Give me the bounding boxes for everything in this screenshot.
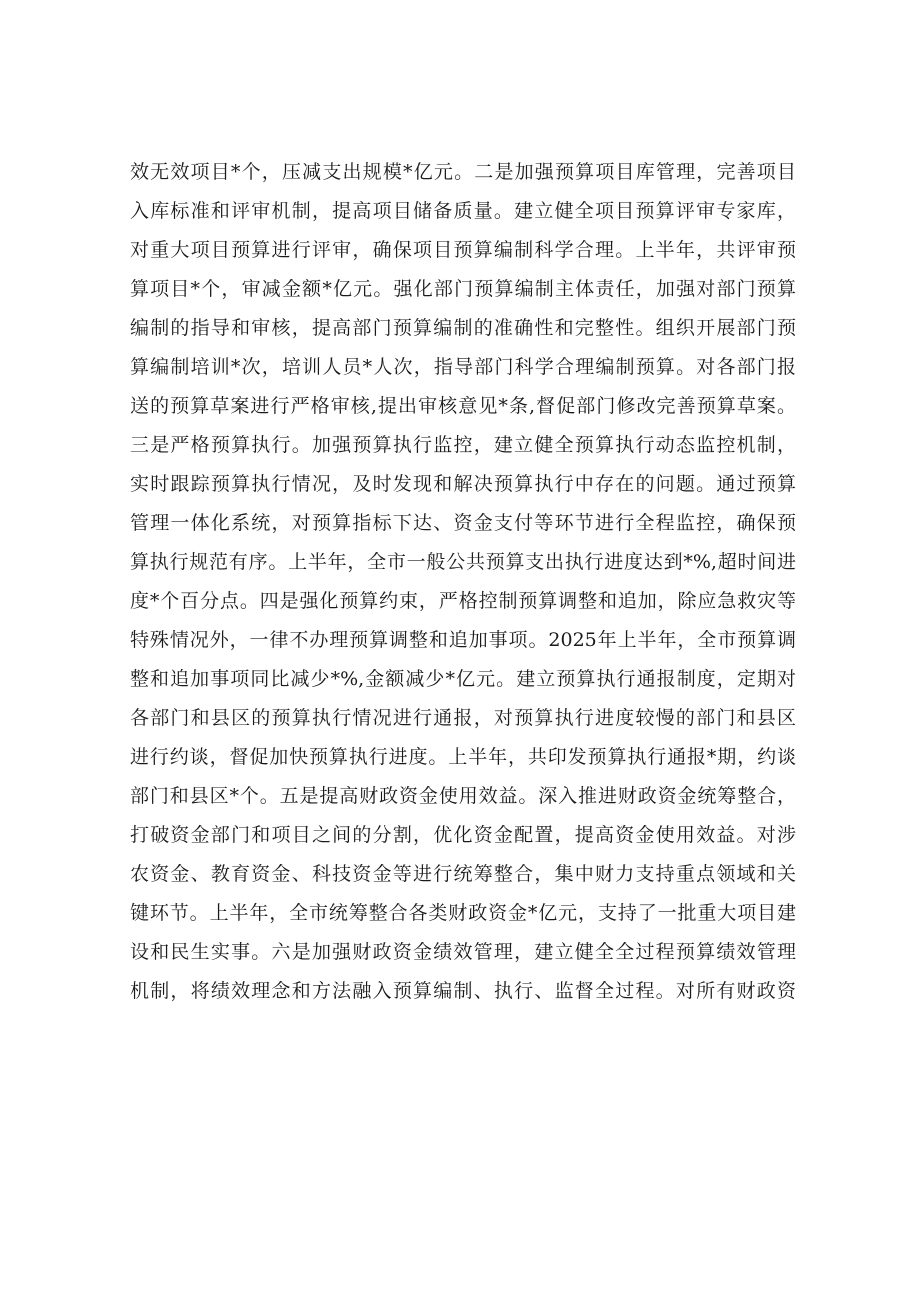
text-line: 整和追加事项同比减少*%,金额减少*亿元。建立预算执行通报制度，定期对 [130,668,796,690]
text-line: 效无效项目*个，压减支出规模*亿元。二是加强预算项目库管理，完善项目 [130,161,796,183]
text-line: 对重大项目预算进行评审，确保项目预算编制科学合理。上半年，共评审预 [130,239,796,261]
text-line: 部门和县区*个。五是提高财政资金使用效益。深入推进财政资金统筹整合， [130,785,796,807]
text-line: 算执行规范有序。上半年，全市一般公共预算支出执行进度达到*%,超时间进 [130,551,796,573]
text-line: 入库标准和评审机制，提高项目储备质量。建立健全项目预算评审专家库， [130,200,796,222]
text-line: 算项目*个，审减金额*亿元。强化部门预算编制主体责任，加强对部门预算 [130,278,796,300]
text-line: 各部门和县区的预算执行情况进行通报，对预算执行进度较慢的部门和县区 [130,707,796,729]
text-line: 实时跟踪预算执行情况，及时发现和解决预算执行中存在的问题。通过预算 [130,473,796,495]
text-line: 编制的指导和审核，提高部门预算编制的准确性和完整性。组织开展部门预 [130,317,796,339]
text-line: 度*个百分点。四是强化预算约束，严格控制预算调整和追加，除应急救灾等 [130,590,796,612]
text-line: 设和民生实事。六是加强财政资金绩效管理，建立健全全过程预算绩效管理 [130,941,796,963]
text-line: 送的预算草案进行严格审核,提出审核意见*条,督促部门修改完善预算草案。 [130,395,796,417]
text-line: 农资金、教育资金、科技资金等进行统筹整合，集中财力支持重点领域和关 [130,863,796,885]
text-line: 管理一体化系统，对预算指标下达、资金支付等环节进行全程监控，确保预 [130,512,796,534]
text-line: 进行约谈，督促加快预算执行进度。上半年，共印发预算执行通报*期，约谈 [130,746,796,768]
text-line: 算编制培训*次，培训人员*人次，指导部门科学合理编制预算。对各部门报 [130,356,796,378]
text-line: 机制，将绩效理念和方法融入预算编制、执行、监督全过程。对所有财政资 [130,980,796,1002]
body-text [130,153,796,1011]
text-line: 三是严格预算执行。加强预算执行监控，建立健全预算执行动态监控机制， [130,434,796,456]
text-line: 键环节。上半年，全市统筹整合各类财政资金*亿元，支持了一批重大项目建 [130,902,796,924]
text-line: 特殊情况外，一律不办理预算调整和追加事项。2025年上半年，全市预算调 [130,629,796,651]
text-line: 打破资金部门和项目之间的分割，优化资金配置，提高资金使用效益。对涉 [130,824,796,846]
